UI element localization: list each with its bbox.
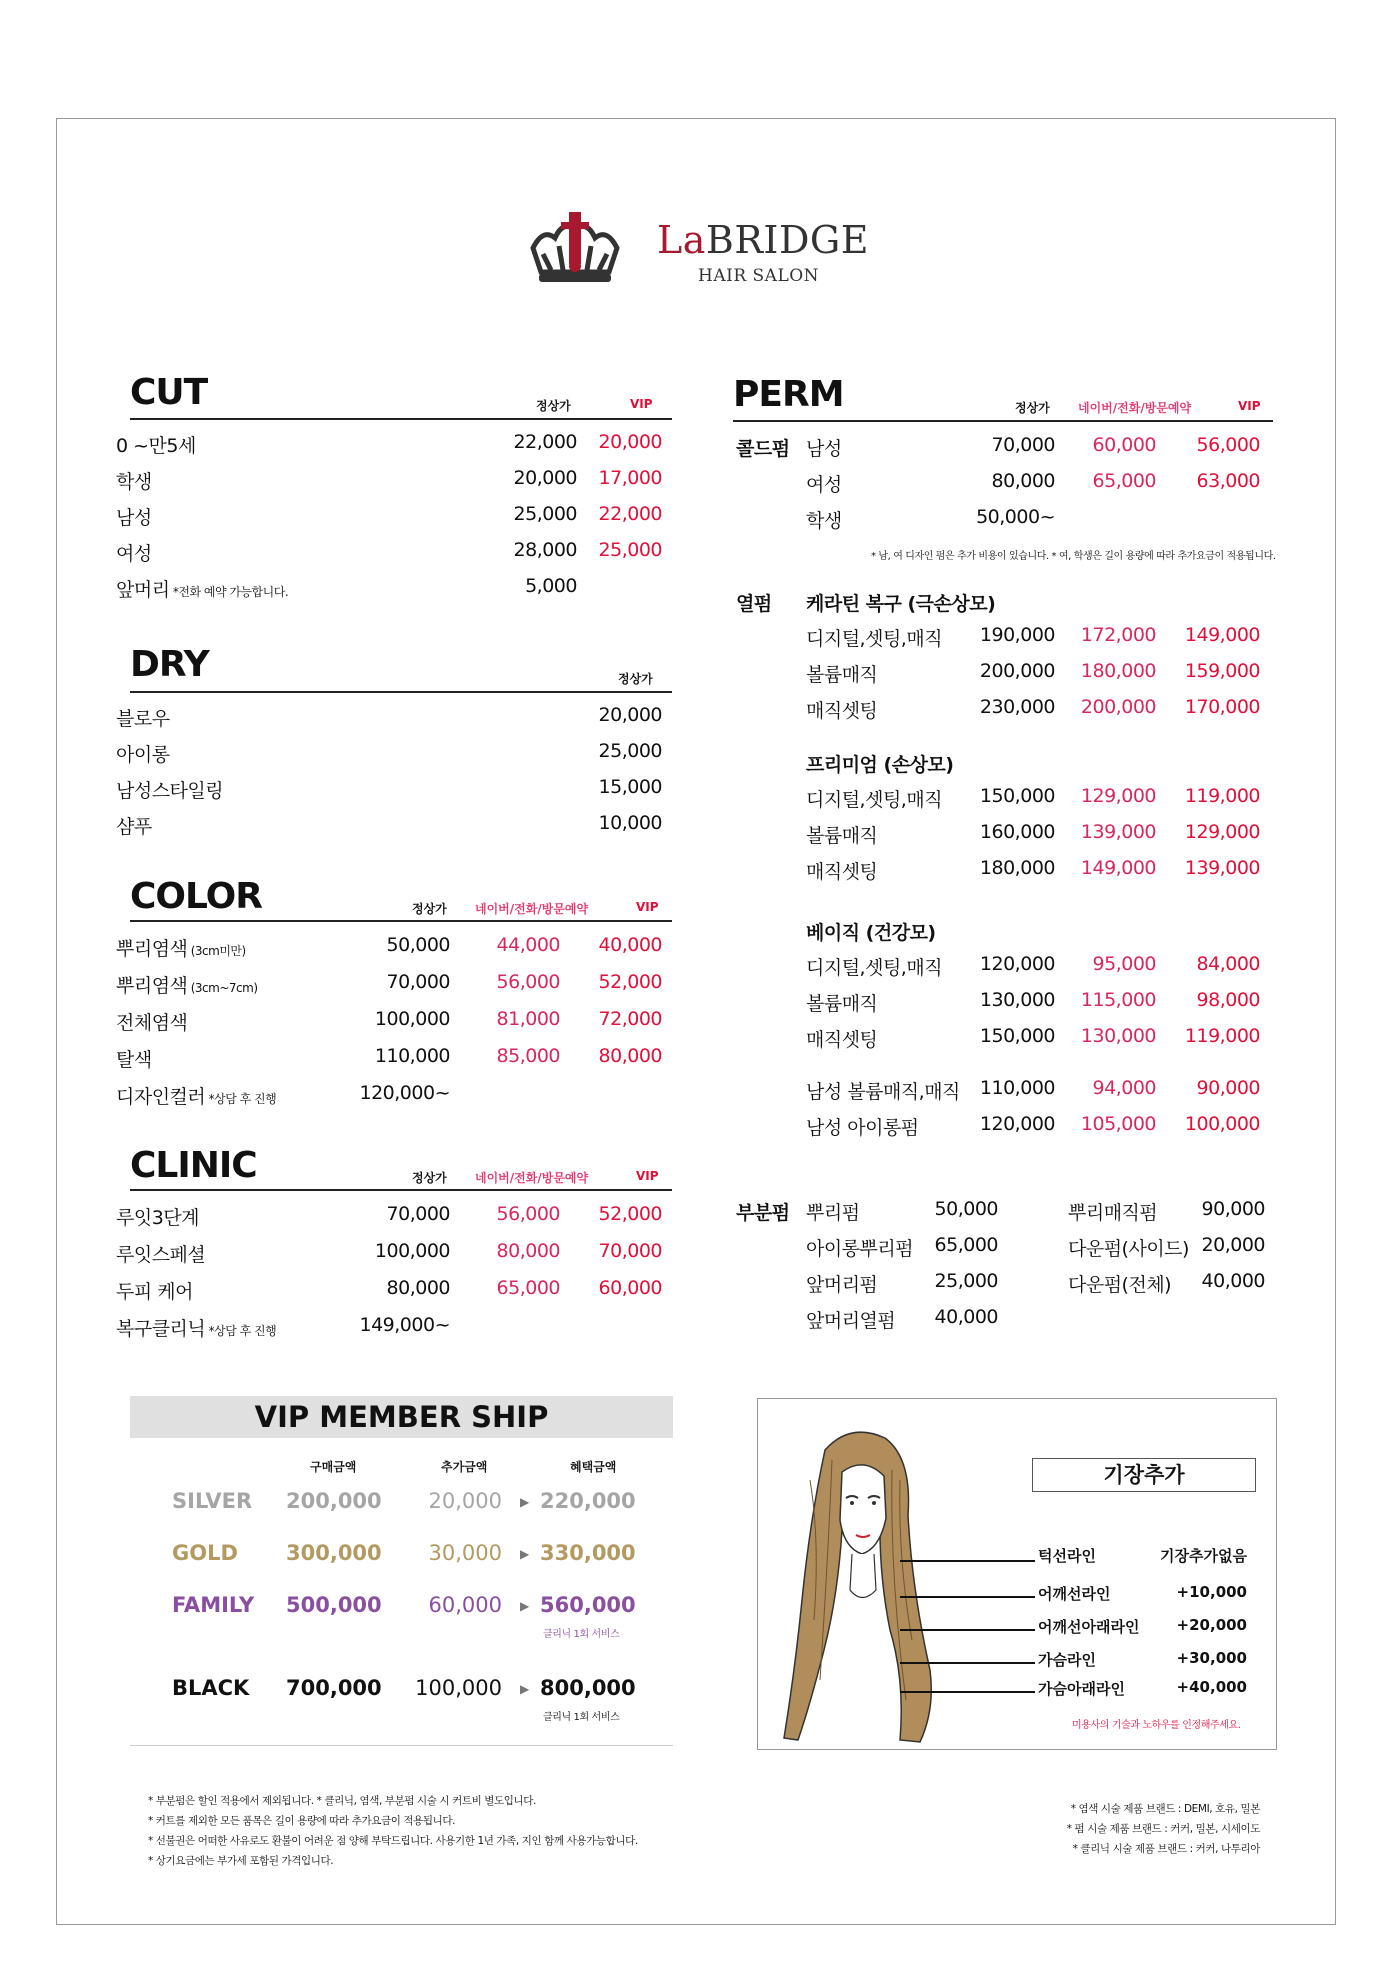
length-line-shoulder [900,1596,1035,1598]
dry-header-regular: 정상가 [618,672,653,686]
cut-header-regular: 정상가 [536,399,571,413]
tier-extra: 클리닉 1회 서비스 [543,1712,620,1723]
price-regular: 150,000 [979,1025,1055,1047]
footer-note: * 상기요금에는 부가세 포함된 가격입니다. [148,1855,334,1867]
perm-item-name: 매직셋팅 [806,700,878,722]
clinic-header-naver: 네이버/전화/방문예약 [475,1171,589,1185]
cut-rule [130,418,672,420]
item-name [116,431,196,458]
partial-item-name: 앞머리열펌 [806,1310,896,1332]
price-vip: 20,000 [598,431,662,453]
price-regular: 70,000 [991,434,1055,456]
price-vip: 119,000 [1184,1025,1260,1047]
price-naver: 129,000 [1080,785,1156,807]
perm-title: PERM [733,374,844,415]
length-item-name: 가슴아래라인 [1038,1680,1125,1698]
vip-divider [130,1745,673,1746]
price-naver: 200,000 [1080,696,1156,718]
price-vip: 159,000 [1184,660,1260,682]
price-regular: 120,000 [979,953,1055,975]
price-naver: 95,000 [1092,953,1156,975]
partial-price: 25,000 [934,1270,998,1292]
price-regular: 120,000 [979,1113,1055,1135]
color-title: COLOR [130,876,263,917]
price-regular: 25,000 [513,503,577,525]
price-regular: 50,000 [386,934,450,956]
clinic-header-regular: 정상가 [412,1171,447,1185]
price-vip: 25,000 [598,539,662,561]
length-item-price: +20,000 [1176,1616,1247,1634]
woman-illustration-icon [780,1420,940,1745]
price-regular: 28,000 [513,539,577,561]
footer-note: * 선불권은 어떠한 사유로도 환불이 어려운 점 양해 부탁드립니다. 사용기한 1년 가족, 지인 함께 사용가능합니다. [148,1835,638,1847]
perm-header-naver: 네이버/전화/방문예약 [1078,401,1192,415]
tier-name: FAMILY [172,1593,255,1617]
perm-item-name: 볼륨매직 [806,825,878,847]
item-label: 루잇3단계 [116,1207,200,1229]
length-line-chest [900,1662,1035,1664]
color-header-regular: 정상가 [412,902,447,916]
price-vip: 17,000 [598,467,662,489]
tier-benefit: 330,000 [540,1541,636,1565]
heat-perm-label: 열펌 [736,593,772,615]
price-vip: 139,000 [1184,857,1260,879]
price-regular: 25,000 [598,740,662,762]
price-regular: 100,000 [374,1240,450,1262]
perm-header-vip: VIP [1238,399,1261,413]
price-regular: 100,000 [374,1008,450,1030]
perm-item-name: 학생 [806,510,842,532]
item-name [116,503,152,530]
item-label: 샴푸 [116,816,152,838]
price-vip: 40,000 [598,934,662,956]
price-naver: 65,000 [496,1277,560,1299]
price-regular: 110,000 [374,1045,450,1067]
price-vip: 98,000 [1196,989,1260,1011]
perm-item-name: 남성 아이롱펌 [806,1117,919,1139]
length-item-price: +40,000 [1176,1678,1247,1696]
perm-group-title: 베이직 (건강모) [806,922,936,944]
length-item-price: +30,000 [1176,1649,1247,1667]
crown-icon [525,208,625,296]
price-vip: 52,000 [598,971,662,993]
perm-item-name: 디지털,셋팅,매직 [806,789,943,811]
price-vip: 72,000 [598,1008,662,1030]
price-vip: 119,000 [1184,785,1260,807]
item-label: 전체염색 [116,1012,188,1034]
tier-buy: 700,000 [286,1676,382,1700]
price-regular: 149,000~ [359,1314,450,1336]
arrow-icon: ▶ [520,1547,530,1561]
footer-note: * 커트를 제외한 모든 품목은 길이 용량에 따라 추가요금이 적용됩니다. [148,1815,456,1827]
partial-item-name: 다운펌(전체) [1068,1274,1172,1296]
vip-header-buy: 구매금액 [310,1460,357,1474]
price-naver: 56,000 [496,1203,560,1225]
length-item-price: +10,000 [1176,1583,1247,1601]
item-label: 아이롱 [116,744,170,766]
item-name [116,1082,276,1109]
length-item-name: 어깨선라인 [1038,1585,1111,1603]
tier-extra: 클리닉 1회 서비스 [543,1629,620,1640]
price-regular: 190,000 [979,624,1055,646]
item-name [116,1008,187,1035]
item-name [116,1314,276,1341]
price-naver: 81,000 [496,1008,560,1030]
tier-name: BLACK [172,1676,250,1700]
price-naver: 56,000 [496,971,560,993]
color-header-naver: 네이버/전화/방문예약 [475,902,589,916]
cut-header-vip: VIP [630,397,653,411]
cold-perm-note: * 남, 여 디자인 펌은 추가 비용이 있습니다. * 여, 학생은 길이 용량에 따라 추가요금이 적용됩니다. [871,551,1276,562]
length-item-price: 기장추가없음 [1160,1547,1247,1565]
price-regular: 160,000 [979,821,1055,843]
footer-note: * 부분펌은 할인 적용에서 제외됩니다. * 클리닉, 염색, 부분펌 시술 시 커트비 별도입니다. [148,1795,536,1807]
item-note: *전화 예약 가능합니다. [169,585,289,599]
partial-price: 40,000 [1201,1270,1265,1292]
brand-la: La [657,218,706,262]
price-vip: 80,000 [598,1045,662,1067]
item-name [116,1203,199,1230]
item-label: 여성 [116,543,152,565]
partial-price: 65,000 [934,1234,998,1256]
item-name [116,971,258,998]
partial-price: 50,000 [934,1198,998,1220]
brand-name [657,218,869,262]
price-vip: 22,000 [598,503,662,525]
item-label: 탈색 [116,1049,152,1071]
price-regular: 120,000~ [359,1082,450,1104]
item-note: (3cm~7cm) [187,981,258,995]
item-name [116,776,223,803]
tier-add: 20,000 [428,1489,502,1513]
price-naver: 105,000 [1080,1113,1156,1135]
tier-name: GOLD [172,1541,238,1565]
price-naver: 115,000 [1080,989,1156,1011]
price-vip: 70,000 [598,1240,662,1262]
partial-perm-label: 부분펌 [736,1202,790,1224]
brand-bridge: BRIDGE [705,218,869,262]
price-naver: 94,000 [1092,1077,1156,1099]
length-title: 기장추가 [1032,1458,1256,1492]
price-regular: 230,000 [979,696,1055,718]
partial-item-name: 아이롱뿌리펌 [806,1238,914,1260]
item-label: 루잇스페셜 [116,1244,206,1266]
perm-item-name: 디지털,셋팅,매직 [806,957,943,979]
item-label: 뿌리염색 [116,975,188,997]
length-item-name: 어깨선아래라인 [1038,1618,1140,1636]
price-vip: 170,000 [1184,696,1260,718]
perm-item-name: 여성 [806,474,842,496]
arrow-icon: ▶ [520,1495,530,1509]
cut-title: CUT [130,372,208,413]
price-regular: 70,000 [386,1203,450,1225]
color-header-vip: VIP [636,900,659,914]
price-regular: 20,000 [513,467,577,489]
item-label: 복구클리닉 [116,1318,206,1340]
item-name [116,1277,193,1304]
footer-left [148,1791,638,1871]
item-name [116,1240,205,1267]
tier-buy: 200,000 [286,1489,382,1513]
price-naver: 65,000 [1092,470,1156,492]
price-regular: 130,000 [979,989,1055,1011]
price-naver: 85,000 [496,1045,560,1067]
arrow-icon: ▶ [520,1599,530,1613]
footer-brand-note: * 염색 시술 제품 브랜드 : DEMI, 호유, 밀본 [1070,1803,1260,1815]
item-note: *상담 후 진행 [205,1324,277,1338]
perm-item-name: 매직셋팅 [806,861,878,883]
price-regular: 110,000 [979,1077,1055,1099]
vip-header-add: 추가금액 [441,1460,488,1474]
partial-item-name: 뿌리매직펌 [1068,1202,1158,1224]
price-regular: 80,000 [991,470,1055,492]
perm-item-name: 볼륨매직 [806,993,878,1015]
price-naver: 172,000 [1080,624,1156,646]
vip-header-benefit: 혜택금액 [570,1460,617,1474]
tier-add: 30,000 [428,1541,502,1565]
item-label: 남성 [116,507,152,529]
item-label: 학생 [116,471,152,493]
price-regular: 15,000 [598,776,662,798]
tier-benefit: 560,000 [540,1593,636,1617]
clinic-rule [130,1189,672,1191]
price-regular: 200,000 [979,660,1055,682]
price-naver: 130,000 [1080,1025,1156,1047]
dry-rule [130,691,672,693]
perm-item-name: 남성 [806,438,842,460]
price-regular: 80,000 [386,1277,450,1299]
price-naver: 60,000 [1092,434,1156,456]
price-vip: 84,000 [1196,953,1260,975]
item-name [116,539,152,566]
arrow-icon: ▶ [520,1682,530,1696]
item-name [116,704,170,731]
price-regular: 70,000 [386,971,450,993]
price-vip: 60,000 [598,1277,662,1299]
partial-price: 40,000 [934,1306,998,1328]
length-line-below-chest [900,1691,1035,1693]
perm-item-name: 디지털,셋팅,매직 [806,628,943,650]
item-note: *상담 후 진행 [205,1092,277,1106]
item-name [116,812,152,839]
item-note: (3cm미만) [187,944,246,958]
length-line-jaw [900,1560,1035,1562]
partial-item-name: 다운펌(사이드) [1068,1238,1189,1260]
item-label: 0 ~만5세 [116,435,196,457]
footer-brand-note: * 클리닉 시술 제품 브랜드 : 커커, 나투리아 [1072,1843,1260,1855]
price-naver: 139,000 [1080,821,1156,843]
footer-right [1060,1799,1260,1859]
item-name [116,575,288,602]
item-label: 디자인컬러 [116,1086,206,1108]
item-label: 뿌리염색 [116,938,188,960]
tier-name: SILVER [172,1489,253,1513]
price-regular: 20,000 [598,704,662,726]
perm-item-name: 남성 볼륨매직,매직 [806,1081,960,1103]
price-naver: 180,000 [1080,660,1156,682]
item-name [116,1045,152,1072]
price-vip: 149,000 [1184,624,1260,646]
item-label: 앞머리 [116,579,170,601]
length-item-name: 가슴라인 [1038,1651,1096,1669]
tier-benefit: 220,000 [540,1489,636,1513]
item-label: 남성스타일링 [116,780,224,802]
price-vip: 52,000 [598,1203,662,1225]
tier-add: 60,000 [428,1593,502,1617]
price-vip: 56,000 [1196,434,1260,456]
item-label: 두피 케어 [116,1281,193,1303]
dry-title: DRY [130,644,209,685]
price-vip: 100,000 [1184,1113,1260,1135]
perm-rule [733,420,1273,422]
item-name [116,740,170,767]
price-regular: 5,000 [525,575,577,597]
footer-brand-note: * 펌 시술 제품 브랜드 : 커커, 밀본, 시세이도 [1066,1823,1260,1835]
price-naver: 149,000 [1080,857,1156,879]
price-regular: 50,000~ [976,506,1055,528]
partial-item-name: 뿌리펌 [806,1202,860,1224]
price-regular: 22,000 [513,431,577,453]
tier-benefit: 800,000 [540,1676,636,1700]
perm-header-regular: 정상가 [1015,401,1050,415]
perm-group-title: 프리미엄 (손상모) [806,754,954,776]
item-name [116,467,152,494]
length-note: 미용사의 기술과 노하우를 인정해주세요. [1072,1720,1241,1731]
tier-buy: 500,000 [286,1593,382,1617]
clinic-title: CLINIC [130,1145,257,1186]
item-name [116,934,246,961]
price-naver: 44,000 [496,934,560,956]
price-vip: 63,000 [1196,470,1260,492]
length-item-name: 턱선라인 [1038,1547,1096,1565]
price-vip: 129,000 [1184,821,1260,843]
price-regular: 10,000 [598,812,662,834]
partial-item-name: 앞머리펌 [806,1274,878,1296]
price-regular: 180,000 [979,857,1055,879]
perm-item-name: 볼륨매직 [806,664,878,686]
clinic-header-vip: VIP [636,1169,659,1183]
perm-item-name: 매직셋팅 [806,1029,878,1051]
length-line-below-shoulder [900,1629,1035,1631]
tier-add: 100,000 [415,1676,502,1700]
brand-subtitle: HAIR SALON [698,266,820,286]
tier-buy: 300,000 [286,1541,382,1565]
partial-price: 90,000 [1201,1198,1265,1220]
price-naver: 80,000 [496,1240,560,1262]
vip-title: VIP MEMBER SHIP [130,1396,673,1438]
color-rule [130,920,672,922]
price-regular: 150,000 [979,785,1055,807]
item-label: 블로우 [116,708,170,730]
partial-price: 20,000 [1201,1234,1265,1256]
cold-perm-label: 콜드펌 [736,438,790,460]
perm-group-title: 케라틴 복구 (극손상모) [806,593,996,615]
price-vip: 90,000 [1196,1077,1260,1099]
